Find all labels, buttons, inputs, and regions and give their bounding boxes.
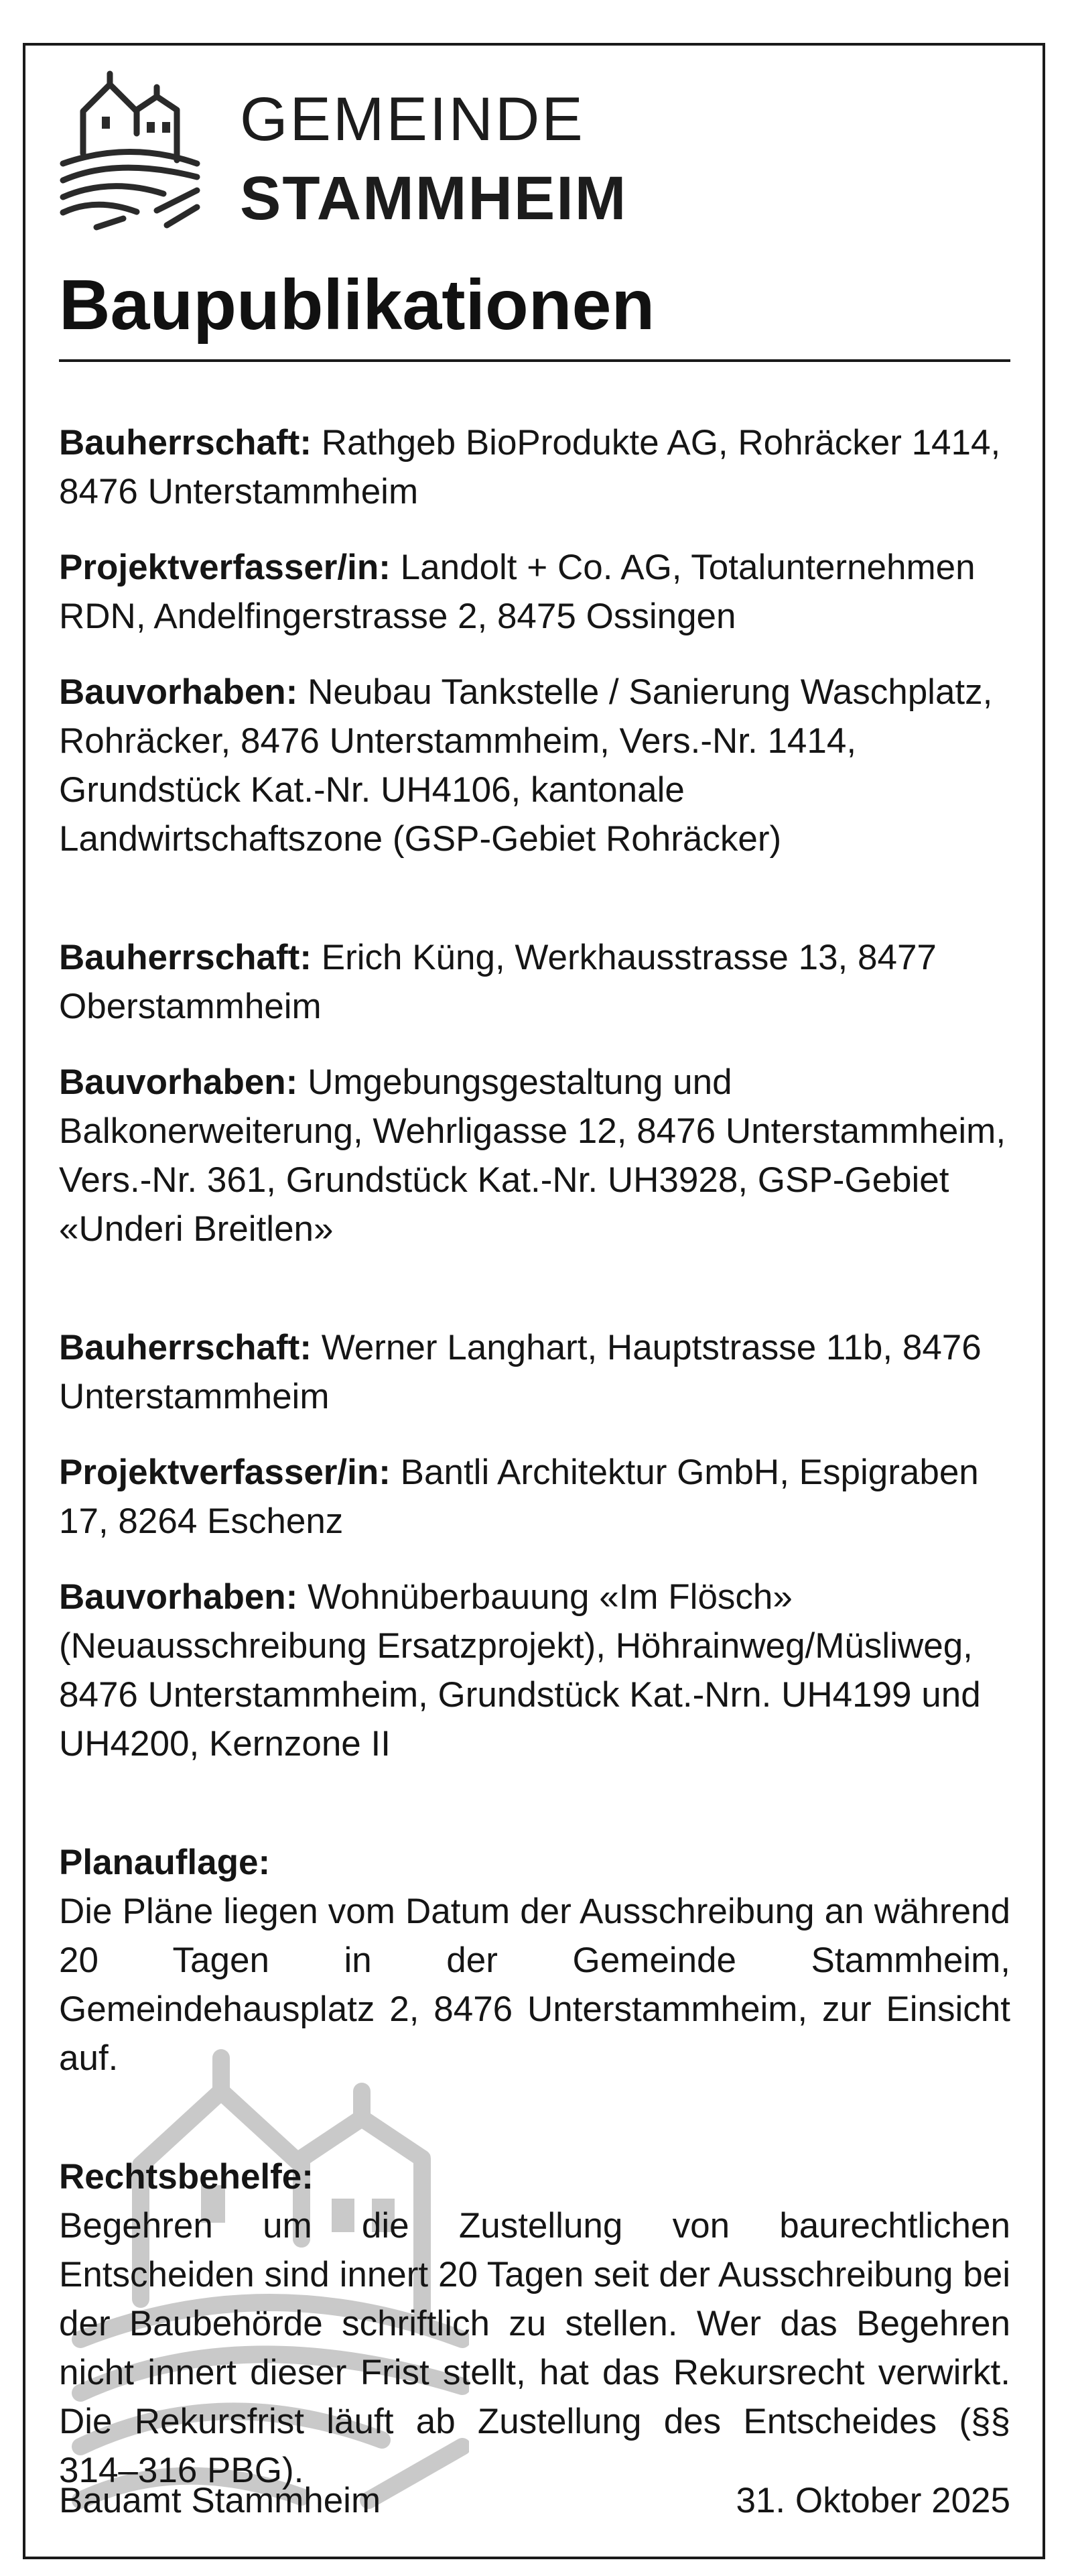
municipality-logo-icon: [56, 70, 204, 231]
value: Neubau Tankstelle / Sanierung Waschplatz, Rohräcker, 8476 Unterstammheim, Vers.-Nr. 1414, Grundstück Kat.-Nr. UH4106, kantonale Landwirtschaftszone (GSP-Gebiet Rohräcker): [59, 672, 993, 859]
title-divider: [59, 359, 1010, 362]
label: Bauvorhaben:: [59, 672, 298, 712]
publications-body: [59, 418, 1010, 2522]
pub1-bauherrschaft: [59, 418, 1010, 516]
pub3-bauherrschaft: [59, 1323, 1010, 1421]
value: Rathgeb BioProdukte AG, Rohräcker 1414, 8476 Unterstammheim: [59, 423, 1001, 511]
footer-office: Bauamt Stammheim: [59, 2481, 381, 2520]
pub2-bauvorhaben: [59, 1058, 1010, 1253]
value: Werner Langhart, Hauptstrasse 11b, 8476 Unterstammheim: [59, 1328, 982, 1416]
municipality-name-line1: GEMEINDE: [240, 85, 585, 154]
value: Landolt + Co. AG, Totalunternehmen RDN, Andelfingerstrasse 2, 8475 Ossingen: [59, 548, 976, 636]
label: Bauvorhaben:: [59, 1577, 298, 1617]
rechtsbehelfe-text: Begehren um die Zustellung von baurechtlichen Entscheiden sind innert 20 Tagen seit der Ausschreibung bei der Baubehörde schriftlich zu stellen. Wer das Begehren nicht innert dieser Frist stellt, hat das Rekursrecht verwirkt. Die Rekursfrist läuft ab Zustellung des Entscheides (§§ 314–316 PBG).: [59, 2206, 1010, 2490]
planauflage-text: Die Pläne liegen vom Datum der Ausschreibung an während 20 Tagen in der Gemeinde Stammheim, Gemeindehausplatz 2, 8476 Unterstammheim, zur Einsicht auf.: [59, 1892, 1010, 2078]
label: Projektverfasser/in:: [59, 1453, 391, 1492]
rechtsbehelfe-heading: Rechtsbehelfe:: [59, 2157, 314, 2197]
municipality-name-line2: STAMMHEIM: [240, 164, 628, 233]
label: Projektverfasser/in:: [59, 548, 391, 587]
label: Bauherrschaft:: [59, 1328, 312, 1367]
value: Umgebungsgestaltung und Balkonerweiterung, Wehrligasse 12, 8476 Unterstammheim, Vers.-Nr. 361, Grundstück Kat.-Nr. UH3928, GSP-Gebiet «Underi Breitlen»: [59, 1062, 1006, 1249]
value: Bantli Architektur GmbH, Espigraben 17, 8264 Eschenz: [59, 1453, 979, 1541]
planauflage-heading: Planauflage:: [59, 1843, 271, 1882]
pub1-bauvorhaben: [59, 668, 1010, 863]
label: Bauherrschaft:: [59, 423, 312, 463]
planauflage-section: [59, 1838, 1010, 2083]
label: Bauherrschaft:: [59, 938, 312, 977]
rechtsbehelfe-section: [59, 2152, 1010, 2495]
pub1-projektverfasser: [59, 543, 1010, 641]
footer-date: 31. Oktober 2025: [736, 2481, 1010, 2520]
value: Wohnüberbauung «Im Flösch» (Neuausschreibung Ersatzprojekt), Höhrainweg/Müsliweg, 8476 Unterstammheim, Grundstück Kat.-Nrn. UH4199 und UH4200, Kernzone II: [59, 1577, 981, 1764]
value: Erich Küng, Werkhausstrasse 13, 8477 Oberstammheim: [59, 938, 937, 1026]
pub2-bauherrschaft: [59, 933, 1010, 1031]
pub3-projektverfasser: [59, 1448, 1010, 1546]
pub3-bauvorhaben: [59, 1573, 1010, 1768]
footer: [59, 2476, 1010, 2525]
label: Bauvorhaben:: [59, 1062, 298, 1102]
page-title: Baupublikationen: [59, 265, 655, 345]
